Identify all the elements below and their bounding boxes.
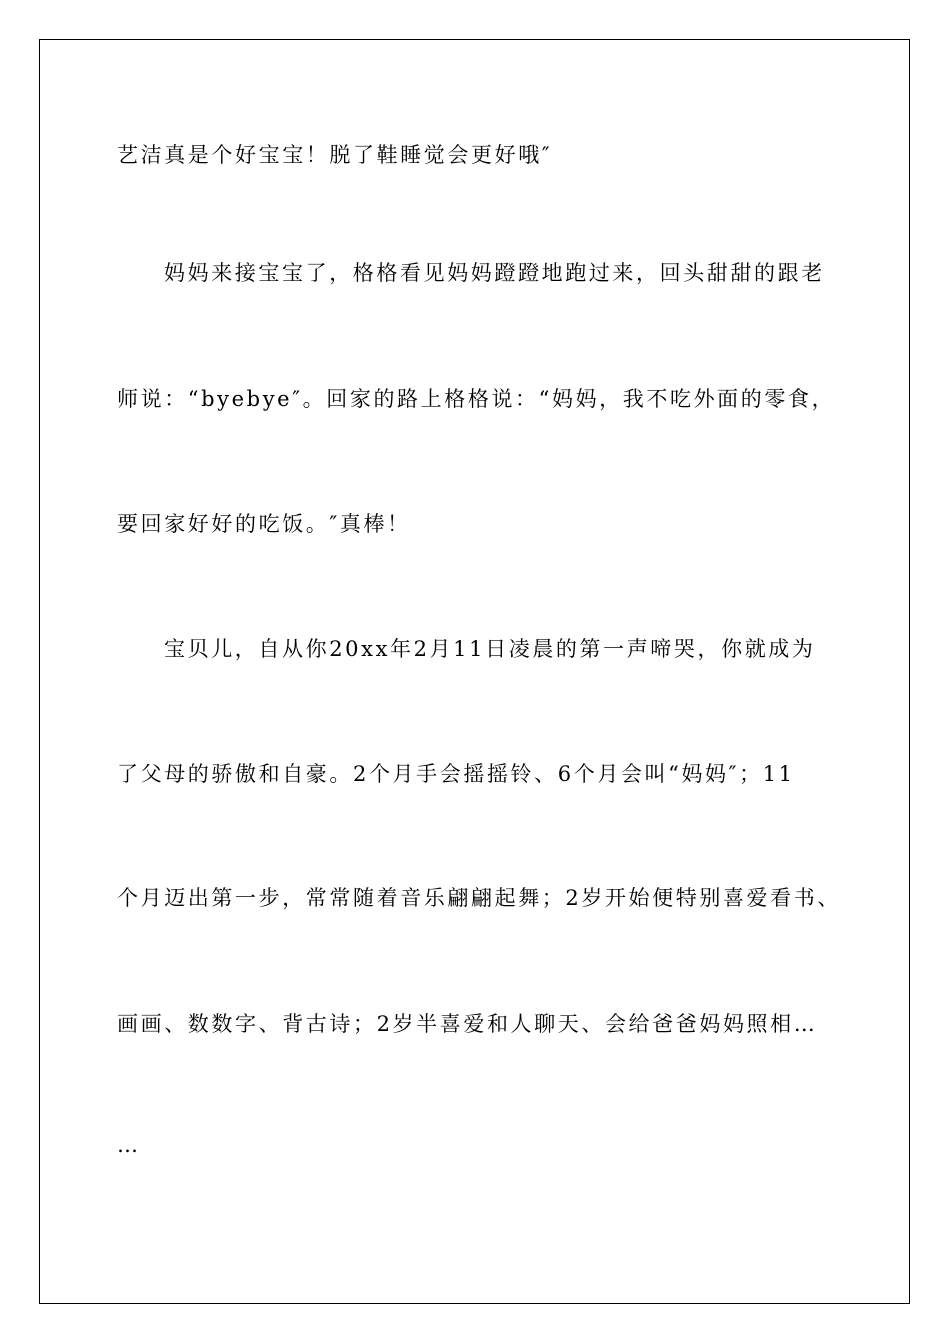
text-line-4: 要回家好好的吃饭。″真棒！ (117, 512, 411, 536)
text-line-5: 宝贝儿，自从你20xx年2月11日凌晨的第一声啼哭，你就成为 (164, 637, 816, 661)
text-line-7: 个月迈出第一步，常常随着音乐翩翩起舞；2岁开始便特别喜爱看书、 (117, 886, 841, 910)
text-line-3: 师说：“byebye″。回家的路上格格说：“妈妈，我不吃外面的零食， (117, 387, 836, 411)
text-line-9: … (117, 1133, 141, 1157)
page-border (39, 39, 910, 1304)
text-line-1: 艺洁真是个好宝宝！脱了鞋睡觉会更好哦″ (117, 143, 553, 167)
text-line-8: 画画、数数字、背古诗；2岁半喜爱和人聊天、会给爸爸妈妈照相… (117, 1012, 818, 1036)
text-line-6: 了父母的骄傲和自豪。2个月手会摇摇铃、6个月会叫“妈妈″；11 (117, 762, 795, 786)
text-line-2: 妈妈来接宝宝了，格格看见妈妈蹬蹬地跑过来，回头甜甜的跟老 (164, 261, 825, 285)
